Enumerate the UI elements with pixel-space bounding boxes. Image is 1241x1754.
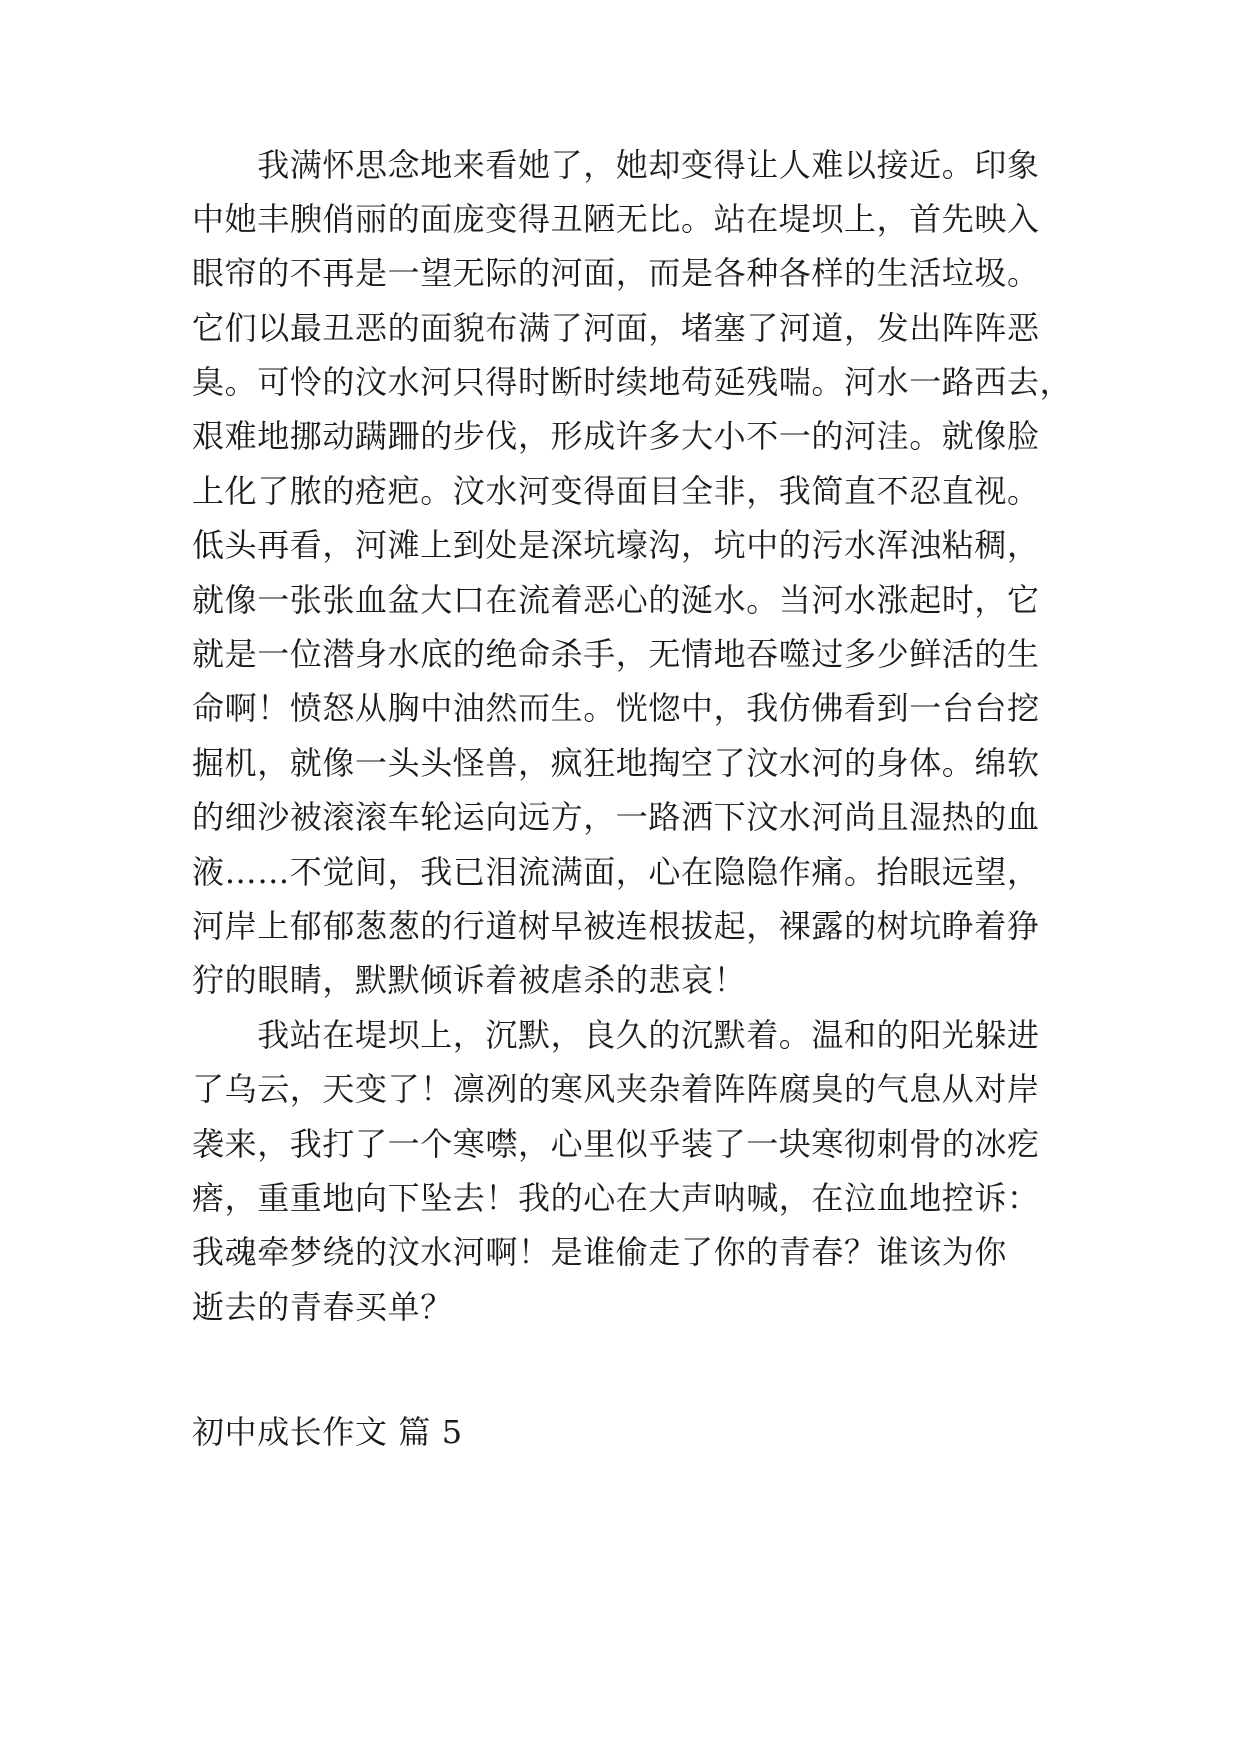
text-line: 我满怀思念地来看她了，她却变得让人难以接近。印象 bbox=[192, 146, 1040, 184]
text-line: 臭。可怜的汶水河只得时断时续地苟延残喘。河水一路西去， bbox=[192, 363, 1073, 401]
text-line: 袭来，我打了一个寒噤，心里似乎装了一块寒彻刺骨的冰疙 bbox=[192, 1125, 1040, 1163]
text-line: 就像一张张血盆大口在流着恶心的涎水。当河水涨起时，它 bbox=[192, 581, 1040, 619]
text-line: 河岸上郁郁葱葱的行道树早被连根拔起，裸露的树坑睁着狰 bbox=[192, 907, 1040, 945]
text-line: 我站在堤坝上，沉默，良久的沉默着。温和的阳光躲进 bbox=[192, 1016, 1040, 1054]
text-line: 逝去的青春买单？ bbox=[192, 1288, 453, 1326]
text-line: 中她丰腴俏丽的面庞变得丑陋无比。站在堤坝上，首先映入 bbox=[192, 200, 1040, 238]
text-line: 了乌云，天变了！凛冽的寒风夹杂着阵阵腐臭的气息从对岸 bbox=[192, 1070, 1040, 1108]
text-line: 上化了脓的疮疤。汶水河变得面目全非，我简直不忍直视。 bbox=[192, 472, 1040, 510]
text-line: 我魂牵梦绕的汶水河啊！是谁偷走了你的青春？谁该为你 bbox=[192, 1233, 1008, 1271]
text-line: 艰难地挪动蹒跚的步伐，形成许多大小不一的河洼。就像脸 bbox=[192, 417, 1040, 455]
text-line: 就是一位潜身水底的绝命杀手，无情地吞噬过多少鲜活的生 bbox=[192, 635, 1040, 673]
text-line: 狞的眼睛，默默倾诉着被虐杀的悲哀！ bbox=[192, 961, 747, 999]
text-line: 命啊！愤怒从胸中油然而生。恍惚中，我仿佛看到一台台挖 bbox=[192, 689, 1040, 727]
text-line: 瘩，重重地向下坠去！我的心在大声呐喊，在泣血地控诉： bbox=[192, 1179, 1040, 1217]
text-line: 的细沙被滚滚车轮运向远方，一路洒下汶水河尚且湿热的血 bbox=[192, 798, 1040, 836]
text-line: 眼帘的不再是一望无际的河面，而是各种各样的生活垃圾。 bbox=[192, 254, 1040, 292]
text-line: 它们以最丑恶的面貌布满了河面，堵塞了河道，发出阵阵恶 bbox=[192, 309, 1040, 347]
text-line: 液……不觉间，我已泪流满面，心在隐隐作痛。抬眼远望， bbox=[192, 853, 1040, 891]
text-line: 掘机，就像一头头怪兽，疯狂地掏空了汶水河的身体。绵软 bbox=[192, 744, 1040, 782]
section-heading: 初中成长作文 篇 5 bbox=[192, 1413, 463, 1451]
text-line: 低头再看，河滩上到处是深坑壕沟，坑中的污水浑浊粘稠， bbox=[192, 526, 1040, 564]
